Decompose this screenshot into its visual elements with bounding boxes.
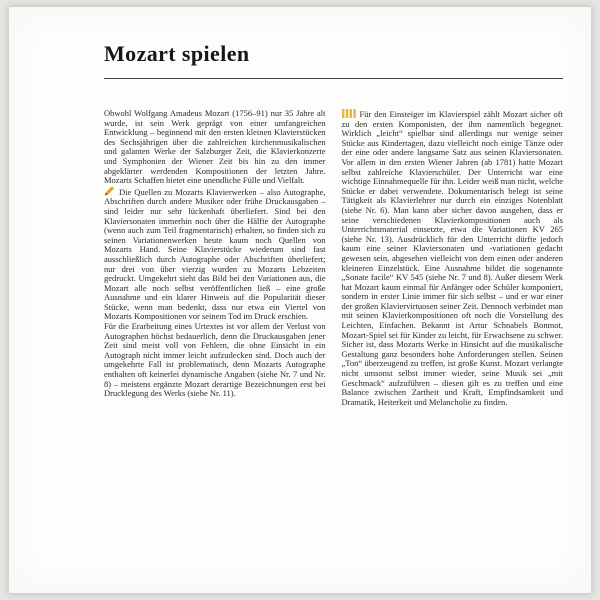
paragraph-text: Die Quellen zu Mozarts Klavierwerken – also Autographe, Abschriften durch andere Musiker oder frühe Druckausgaben – sind leider nur sehr lückenhaft überliefert. Sind bei den Klaviersonaten immerhin noch über die Hälfte der Autographe (wenn auch zum Teil fragmentarisch) erhalten, so finden sich zu seinen Variationenwerken heute kaum noch Quellen von Mozarts Hand. Seine Klavierstücke wiederum sind fast ausschließlich durch Autographe oder Abschriften überliefert; nur drei von über vierzig wurden zu Mozarts Lebzeiten gedruckt. Umgekehrt sieht das Bild bei den Variationen aus, die Mozart alle noch selbst veröffentlichen ließ – eine große Ausnahme und ein klarer Hinweis auf die Popularität dieser Stücke, wenn man bedenkt, dass nur etwa ein Viertel von Mozarts Kompositionen vor seinem Tod im Druck erschien. [104, 186, 326, 322]
keyboard-icon [342, 109, 356, 118]
paragraph [104, 322, 326, 399]
page-content [104, 41, 563, 407]
paragraph [104, 109, 326, 186]
paragraph [342, 109, 564, 407]
page [9, 7, 591, 593]
right-column [342, 109, 564, 407]
left-column [104, 109, 326, 407]
two-column-text [104, 109, 563, 407]
paragraph-text: Für den Einsteiger im Klavierspiel zählt Mozart sicher oft zu den ersten Komponisten, der ihm namentlich begegnet. Wirklich „leicht“ spielbar sind allerdings nur wenige seiner Stücke aus Kindertagen, dazu vielleicht noch einige Tänze oder der eine oder andere langsame Satz aus seinen Klaviersonaten. Vor allem in den ersten Wiener Jahren (ab 1781) hatte Mozart selbst zahlreiche Klavierschüler. Der Unterricht war eine wichtige Einnahmequelle für ihn. Leider weiß man nicht, welche Stücke er dabei verwendete. Dokumentarisch belegt ist seine Tätigkeit als Klavierlehrer nur durch ein einziges Notenblatt (siehe Nr. 6). Man kann aber sicher davon ausgehen, dass er seine verschiedenen Klavierkompositionen auch als Unterrichtsmaterial einsetzte, etwa die Variationen KV 265 (siehe Nr. 13). Ausdrücklich für den Unterricht dürfte jedoch kaum eine seiner Klaviersonaten und -variationen gedacht gewesen sein, abgesehen vielleicht von dem einen oder anderen kleineren Einzelstück. Eine Ausnahme bildet die sogenannte „Sonate facile“ KV 545 (siehe Nr. 7 und 8). Außer diesem Werk hat Mozart kaum einmal für Anfänger oder Schüler komponiert, sondern in erster Linie immer für sich selbst – und er war einer der großen Klaviervirtuosen seiner Zeit. Dennoch verbindet man mit seinen Klavierkompositionen oft noch die Vorstellung des Leichten, Einfachen. Bekannt ist Artur Schnabels Bonmot, Mozart-Spiel sei für Kinder zu leicht, für Erwachsene zu schwer. Sicher ist, dass Mozarts Werke in Hinsicht auf die musikalische Gestaltung ganz besonders hohe Anforderungen stellen. Seinen „Ton“ überzeugend zu treffen, ist große Kunst. Mozart verlangte nicht umsonst selbst immer wieder, seine Musik sei „mit Geschmack“ aufzuführen – diesen gilt es zu treffen und eine Balance zwischen Zartheit und Kraft, Empfindsamkeit und Dramatik, Heiterkeit und Melancholie zu finden. [341, 109, 563, 407]
paragraph-text: Obwohl Wolfgang Amadeus Mozart (1756–91) nur 35 Jahre alt wurde, ist sein Werk geprägt von einer umfangreichen Entwicklung – beginnend mit den ersten kleinen Klavierstücken des Sechsjährigen über die zahlreichen kirchenmusikalischen und galanten Werke der Salzburger Zeit, die Klavierkonzerte und Symphonien der Wiener Zeit bis hin zu den immer abgeklärter werdenden Kompositionen der letzten Jahre. Mozarts Schaffen bietet eine unendliche Fülle und Vielfalt. [104, 108, 326, 186]
page-title: Mozart spielen [104, 41, 250, 66]
paragraph [104, 186, 326, 322]
pencil-icon [104, 186, 115, 196]
paragraph-text: Für die Erarbeitung eines Urtextes ist vor allem der Verlust von Autographen höchst bedauerlich, denn die Druckausgaben jener Zeit sind meist voll von Fehlern, die ohne Einsicht in ein Autograph nicht immer leicht aufzudecken sind. Doch auch der umgekehrte Fall ist problematisch, denn Mozarts Autographe enthalten oft keinerlei dynamische Angaben (siehe Nr. 7 und Nr. 8) – meistens ergänzte Mozart derartige Bezeichnungen erst bei Drucklegung des Werks (siehe Nr. 11). [104, 321, 326, 399]
title-divider [104, 78, 563, 79]
